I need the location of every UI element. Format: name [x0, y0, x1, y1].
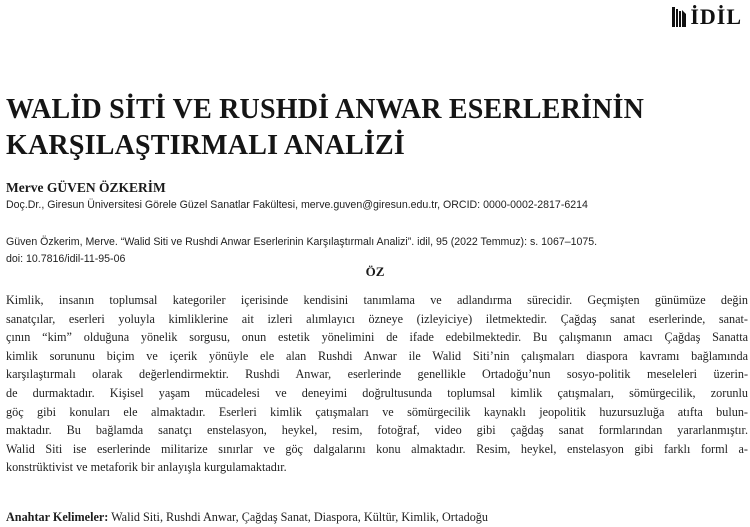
keywords [6, 510, 488, 525]
abstract-line: göç gibi konuları ele almaktadır. Eserleri kimlik çatışmaları ve sömürgecilik kaynaklı jeopolitik huzursuzluğa atıfta bulun- [6, 404, 748, 419]
article-title-line-2: KARŞILAŞTIRMALI ANALİZİ [6, 130, 406, 161]
abstract-line: Kimlik, insanın toplumsal kategoriler içerisinde kendisini tanımlama ve adlandırma sürecidir. Geçmişten günümüze değin [6, 293, 748, 307]
journal-logo-text: İDİL [690, 4, 742, 29]
journal-logo [671, 6, 742, 28]
abstract-body [6, 291, 748, 477]
article-title [6, 92, 746, 164]
abstract-line: çının “kim” olduğuna yönelik sorgusu, onun estetik yönelimini de ifade edebilmektedir. Bu çalışmanın amacı Çağdaş Sanatta [6, 330, 748, 345]
citation-doi: doi: 10.7816/idil-11-95-06 [6, 253, 126, 265]
citation-reference: Güven Özkerim, Merve. “Walid Siti ve Rushdi Anwar Eserlerinin Karşılaştırmalı Analizi”. idil, 95 (2022 Temmuz): s. 1067–1075. [6, 236, 598, 248]
abstract-heading: ÖZ [365, 264, 385, 279]
abstract-line: konstrüktivist ve metaforik bir anlayışla kurgulamaktadır. [6, 460, 287, 475]
article-title-line-1: WALİD SİTİ VE RUSHDİ ANWAR ESERLERİNİN [6, 94, 645, 125]
abstract-line: maktadır. Bu bağlamda sanatçı enstelasyon, heykel, resim, fotoğraf, video gibi çağdaş sanat formlarından yararlanmıştır. [6, 423, 748, 438]
author-affiliation: Doç.Dr., Giresun Üniversitesi Görele Güzel Sanatlar Fakültesi, merve.guven@giresun.edu.tr, ORCID: 0000-0002-2817-6214 [6, 199, 588, 211]
abstract-line: kimlik sorununu biçim ve içerik yönüyle ele alan Rushdi Anwar ile Walid Siti’nin çalışmaları diaspora kavramı bağlamında [6, 348, 748, 363]
keywords-label: Anahtar Kelimeler: [6, 510, 109, 524]
keywords-value: Walid Siti, Rushdi Anwar, Çağdaş Sanat, Diaspora, Kültür, Kimlik, Ortadoğu [111, 510, 488, 524]
book-icon [671, 6, 687, 28]
abstract-line: sanatçılar, eserleri yoluyla kimliklerine ait izleri alımlayıcı özneye (izleyiciye) iletmektedir. Çağdaş sanat eserlerinde, sanat- [6, 311, 748, 326]
abstract-line: Walid Siti ise eserlerinde militarize sınırlar ve göç dalgalarını konu almaktadır. Resim, heykel, enstelasyon gibi farklı forml a- [6, 441, 748, 456]
citation [6, 234, 746, 268]
author-name: Merve GÜVEN ÖZKERİM [6, 180, 166, 195]
abstract-line: karşılaştırmalı olarak değerlendirmektir. Rushdi Anwar, eserlerinde genellikle Ortadoğu’nun sosyo-politik meseleleri üzerin- [6, 367, 748, 382]
abstract-line: de durmaktadır. Kişisel yaşam mücadelesi ve deneyimi doğrultusunda toplumsal kimlik çatışmaları, sömürgecilik, zorunlu [6, 385, 748, 400]
